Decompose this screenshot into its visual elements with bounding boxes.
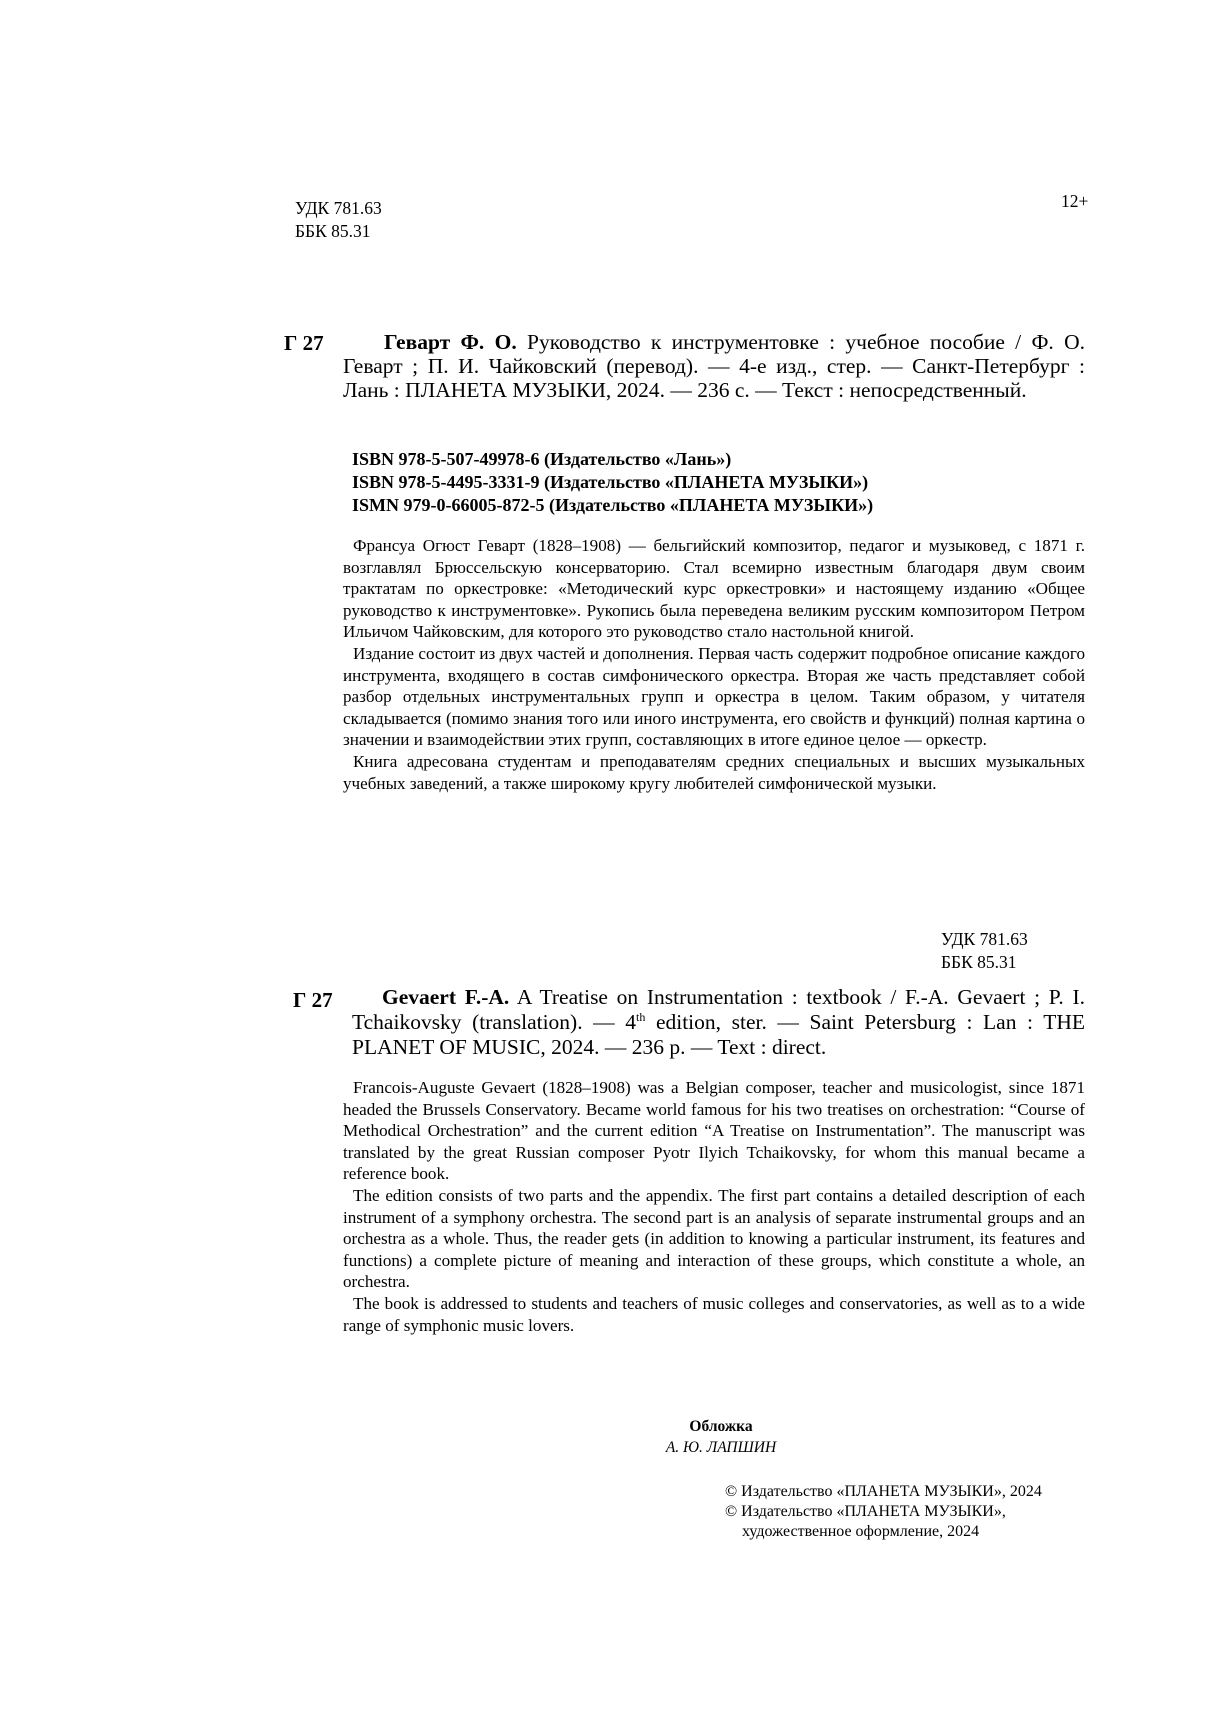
ordinal-suffix: th	[636, 1010, 646, 1024]
copyright-line: художественное оформление, 2024	[742, 1523, 980, 1540]
udk-code: УДК 781.63	[295, 198, 382, 218]
age-rating: 12+	[1061, 191, 1089, 211]
cover-label: Обложка	[689, 1418, 753, 1435]
entry-text-en-cont: edition, ster. — Saint Petersburg : Lan : THE PLANET OF MUSIC, 2024. — 236 p. — Text : direct.	[352, 1010, 1085, 1059]
abstract-paragraph: Francois-Auguste Gevaert (1828–1908) was a Belgian composer, teacher and musicologist, since 1871 headed the Brussels Conservatory. Became world famous for his two treatises on orchestration: “Course of Methodical Orchestration” and the current edition “A Treatise on Instrumentation”. The manuscript was translated by the great Russian composer Pyotr Ilyich Tchaikovsky, for whom this manual became a reference book.	[343, 1078, 1085, 1184]
bbk-code: ББК 85.31	[941, 952, 1017, 972]
entry-text-en: A Treatise on Instrumentation : textbook / F.-A. Gevaert ; P. I. Tchaikovsky (translation). — 4	[352, 985, 1085, 1034]
copyright-line: © Издательство «ПЛАНЕТА МУЗЫКИ», 2024	[725, 1483, 1042, 1500]
copyright-block	[725, 1482, 1042, 1542]
abstract-paragraph: Издание состоит из двух частей и дополнения. Первая часть содержит подробное описание каждого инструмента, входящего в состав симфонического оркестра. Вторая же часть представляет собой разбор отдельных инструментальных групп и оркестра в целом. Таким образом, у читателя складывается (помимо знания того или иного инструмента, его свойств и функций) полная картина о значении и взаимодействии этих групп, составляющих в итоге единое целое — оркестр.	[343, 643, 1085, 750]
isbn-block	[352, 448, 873, 517]
classification-top	[295, 197, 382, 243]
entry-description-ru: Руководство к инструментовке : учебное пособие / Ф. О. Геварт ; П. И. Чайковский (перевод). — 4-е изд., стер. — Санкт-Петербург : Лань : ПЛАНЕТА МУЗЫКИ, 2024. — 236 с. — Текст : непосредственный.	[343, 330, 1085, 402]
abstract-paragraph: The book is addressed to students and teachers of music colleges and conservatories, as well as to a wide range of symphonic music lovers.	[343, 1293, 1085, 1335]
author-mark-ru: Г 27	[284, 331, 324, 355]
cover-artist: А. Ю. ЛАПШИН	[665, 1439, 777, 1456]
bibliographic-entry-ru	[343, 330, 1085, 402]
abstract-paragraph: Франсуа Огюст Геварт (1828–1908) — бельгийский композитор, педагог и музыковед, с 1871 г. возглавлял Брюссельскую консерваторию. Стал всемирно известным благодаря двум своим трактатам по оркестровке: «Методический курс оркестровки» и настоящему изданию «Общее руководство к инструментовке». Рукопись была переведена великим русским композитором Петром Ильичом Чайковским, для которого это руководство стало настольной книгой.	[343, 536, 1085, 642]
udk-code: УДК 781.63	[941, 929, 1028, 949]
abstract-paragraph: The edition consists of two parts and the appendix. The first part contains a detailed description of each instrument of a symphony orchestra. The second part is an analysis of separate instrumental groups and an orchestra as a whole. Thus, the reader gets (in addition to knowing a particular instrument, its features and functions) a complete picture of meaning and interaction of these groups, which constitute a whole, an orchestra.	[343, 1185, 1085, 1292]
classification-en	[941, 928, 1028, 974]
isbn-line: ISBN 978-5-4495-3331-9 (Издательство «ПЛАНЕТА МУЗЫКИ»)	[352, 472, 869, 492]
ismn-line: ISMN 979-0-66005-872-5 (Издательство «ПЛАНЕТА МУЗЫКИ»)	[352, 495, 874, 515]
author-name-en: Gevaert F.-A.	[382, 985, 510, 1009]
bbk-code: ББК 85.31	[295, 221, 371, 241]
abstract-ru	[343, 535, 1085, 794]
abstract-en	[343, 1077, 1085, 1336]
copyright-line: © Издательство «ПЛАНЕТА МУЗЫКИ»,	[725, 1503, 1006, 1520]
author-name-ru: Геварт Ф. О.	[384, 330, 517, 354]
cover-credit	[560, 1416, 882, 1458]
author-mark-en: Г 27	[293, 988, 333, 1012]
bibliographic-entry-en	[352, 985, 1085, 1060]
abstract-paragraph: Книга адресована студентам и преподавателям средних специальных и высших музыкальных учебных заведений, а также широкому кругу любителей симфонической музыки.	[343, 751, 1085, 793]
isbn-line: ISBN 978-5-507-49978-6 (Издательство «Лань»)	[352, 449, 732, 469]
